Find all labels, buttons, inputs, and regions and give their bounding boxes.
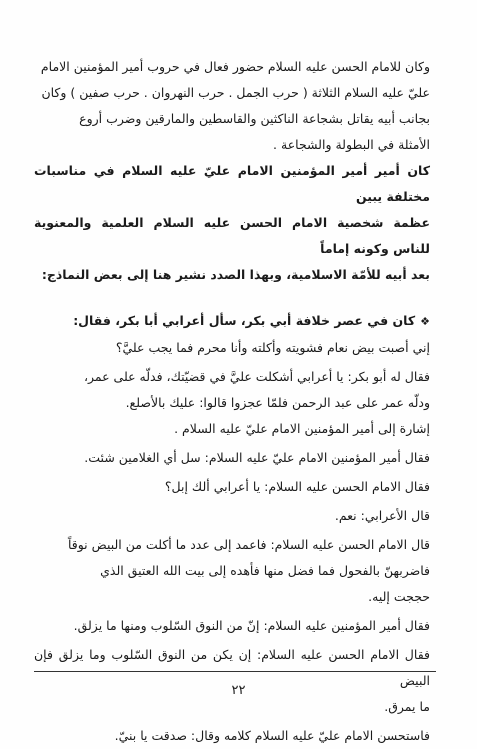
footer-divider	[34, 671, 436, 672]
intro-line: الأمثلة في البطولة والشجاعة .	[273, 137, 430, 152]
intro-paragraph	[34, 54, 430, 158]
dialogue-line: حججت إليه.	[368, 589, 430, 604]
dialogue-line: فاضربهنّ بالفحول فما فضل منها فأهده إلى بيت الله العتيق الذي	[100, 563, 430, 578]
dialogue-paragraph: إشارة إلى أمير المؤمنين الامام عليّ عليه السلام .	[174, 421, 430, 436]
dialogue-paragraph: إني أصبت بيض نعام فشويته وأكلته وأنا محرم فما يجب عليَّ؟	[115, 340, 430, 355]
dialogue-paragraph: فقال أمير المؤمنين عليه السلام: إنّ من النوق السّلوب ومنها ما يزلق.	[73, 618, 430, 633]
dialogue-paragraph: فاستحسن الامام عليّ عليه السلام كلامه وقال: صدقت يا بنيّ.	[114, 728, 430, 743]
section-heading	[34, 308, 430, 335]
dialogue-line: فقال له أبو بكر: يا أعرابي أشكلت عليَّ في قضيّتك، فدلّه على عمر،	[83, 369, 430, 384]
dialogue-paragraph: فقال أمير المؤمنين الامام عليّ عليه السلام: سل أي الغلامين شئت.	[84, 450, 430, 465]
intro-line: وكان للامام الحسن عليه السلام حضور فعال في حروب أمير المؤمنين الامام	[40, 59, 430, 74]
dialogue-paragraph	[34, 364, 430, 416]
page-number: ٢٢	[231, 683, 246, 698]
dialogue-paragraph: فقال الامام الحسن عليه السلام: يا أعرابي ألك إبل؟	[164, 479, 430, 494]
bold-paragraph	[34, 158, 430, 288]
dialogue-paragraph: قال الأعرابي: نعم.	[334, 508, 430, 523]
dialogue-paragraph	[34, 642, 430, 720]
bold-line: عظمة شخصية الامام الحسن عليه السلام العلمية والمعنوية للناس وكونه إماماً	[34, 215, 430, 256]
intro-line: بجانب أبيه يقاتل بشجاعة الناكثين والقاسطين والمارقين وضرب أروع	[79, 111, 430, 126]
dialogue-line: ودلّه عمر على عبد الرحمن فلمّا عجزوا قالوا: عليك بالأصلع.	[125, 395, 430, 410]
bold-line: بعد أبيه للأمّة الاسلامية، وبهذا الصدد نشير هنا إلى بعض النماذج:	[41, 267, 430, 282]
diamond-bullet-icon: ❖	[420, 315, 430, 328]
intro-line: عليّ عليه السلام الثلاثة ( حرب الجمل . حرب النهروان . حرب صفين ) وكان	[41, 85, 430, 100]
dialogue-paragraph	[34, 532, 430, 610]
page-body	[34, 54, 430, 749]
dialogue-line: ما يمرق.	[384, 699, 430, 714]
dialogue-line: قال الامام الحسن عليه السلام: فاعمد إلى عدد ما أكلت من البيض نوقاً	[67, 537, 430, 552]
bold-line: كان أمير أمير المؤمنين الامام عليّ عليه السلام في مناسبات مختلفة يبين	[34, 163, 430, 204]
dialogue-line: فقال الامام الحسن عليه السلام: إن يكن من النوق السّلوب وما يزلق فإن البيض	[34, 647, 430, 688]
section-heading-text: كان في عصر خلافة أبي بكر، سأل أعرابي أبا بكر، فقال:	[73, 313, 416, 328]
